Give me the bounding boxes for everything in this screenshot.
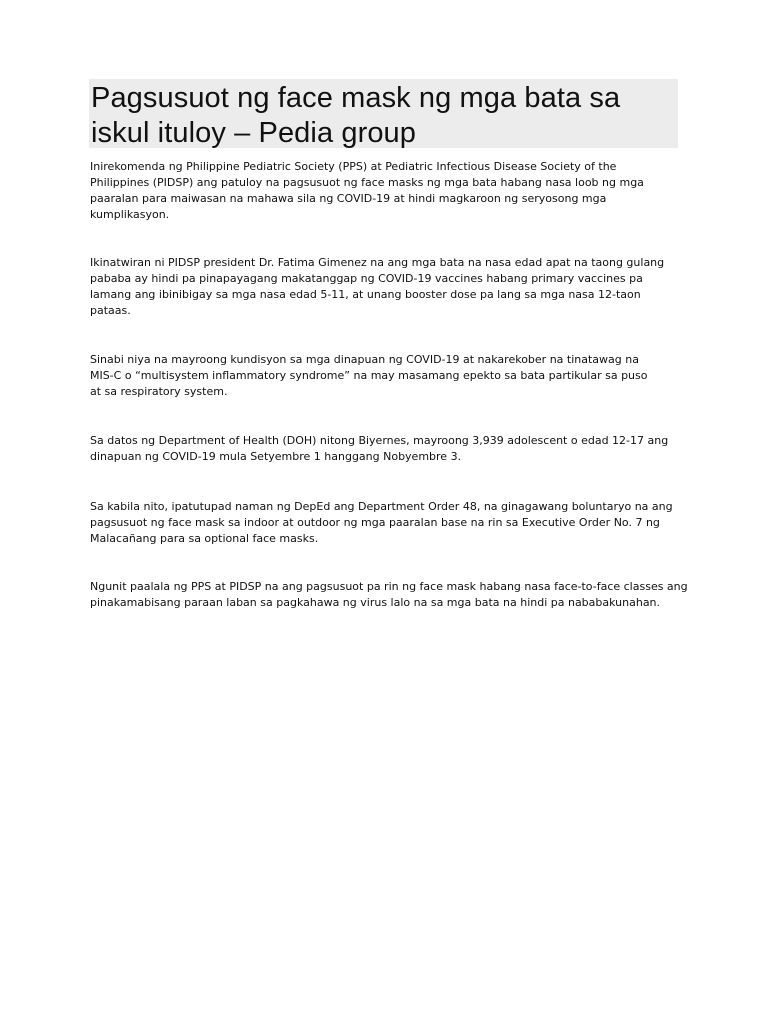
headline-box (89, 79, 678, 148)
paragraph-2: Ikinatwiran ni PIDSP president Dr. Fatima Gimenez na ang mga bata na nasa edad apat na taong gulang pababa ay hindi pa pinapayagang makatanggap ng COVID-19 vaccines habang primary vaccines pa lamang ang ibinibigay sa mga nasa edad 5-11, at unang booster dose pa lang sa mga nasa 12-taon pataas. (90, 256, 665, 317)
paragraph-4: Sa datos ng Department of Health (DOH) nitong Biyernes, mayroong 3,939 adolescent o edad 12-17 ang dinapuan ng COVID-19 mula Setyembre 1 hanggang Nobyembre 3. (90, 434, 669, 463)
paragraph-3: Sinabi niya na mayroong kundisyon sa mga dinapuan ng COVID-19 at nakarekober na tinatawag na MIS-C o “multisystem inflammatory syndrome” na may masamang epekto sa bata partikular sa puso at sa respiratory system. (90, 353, 648, 398)
paragraph-5: Sa kabila nito, ipatutupad naman ng DepEd ang Department Order 48, na ginagawang boluntaryo na ang pagsusuot ng face mask sa indoor at outdoor ng mga paaralan base na rin sa Executive Order No. 7 ng Malacañang para sa optional face masks. (90, 500, 673, 545)
paragraph-1: Inirekomenda ng Philippine Pediatric Society (PPS) at Pediatric Infectious Disease Society of the Philippines (PIDSP) ang patuloy na pagsusuot ng face masks ng mga bata habang nasa loob ng mga paaralan para maiwasan na mahawa sila ng COVID-19 at hindi magkaroon ng seryosong mga kumplikasyon. (90, 160, 644, 221)
paragraph-6: Ngunit paalala ng PPS at PIDSP na ang pagsusuot pa rin ng face mask habang nasa face-to-face classes ang pinakamabisang paraan laban sa pagkahawa ng virus lalo na sa mga bata na hindi pa nababakunahan. (90, 580, 688, 609)
article-headline: Pagsusuot ng face mask ng mga bata sa iskul ituloy – Pedia group (91, 82, 621, 149)
